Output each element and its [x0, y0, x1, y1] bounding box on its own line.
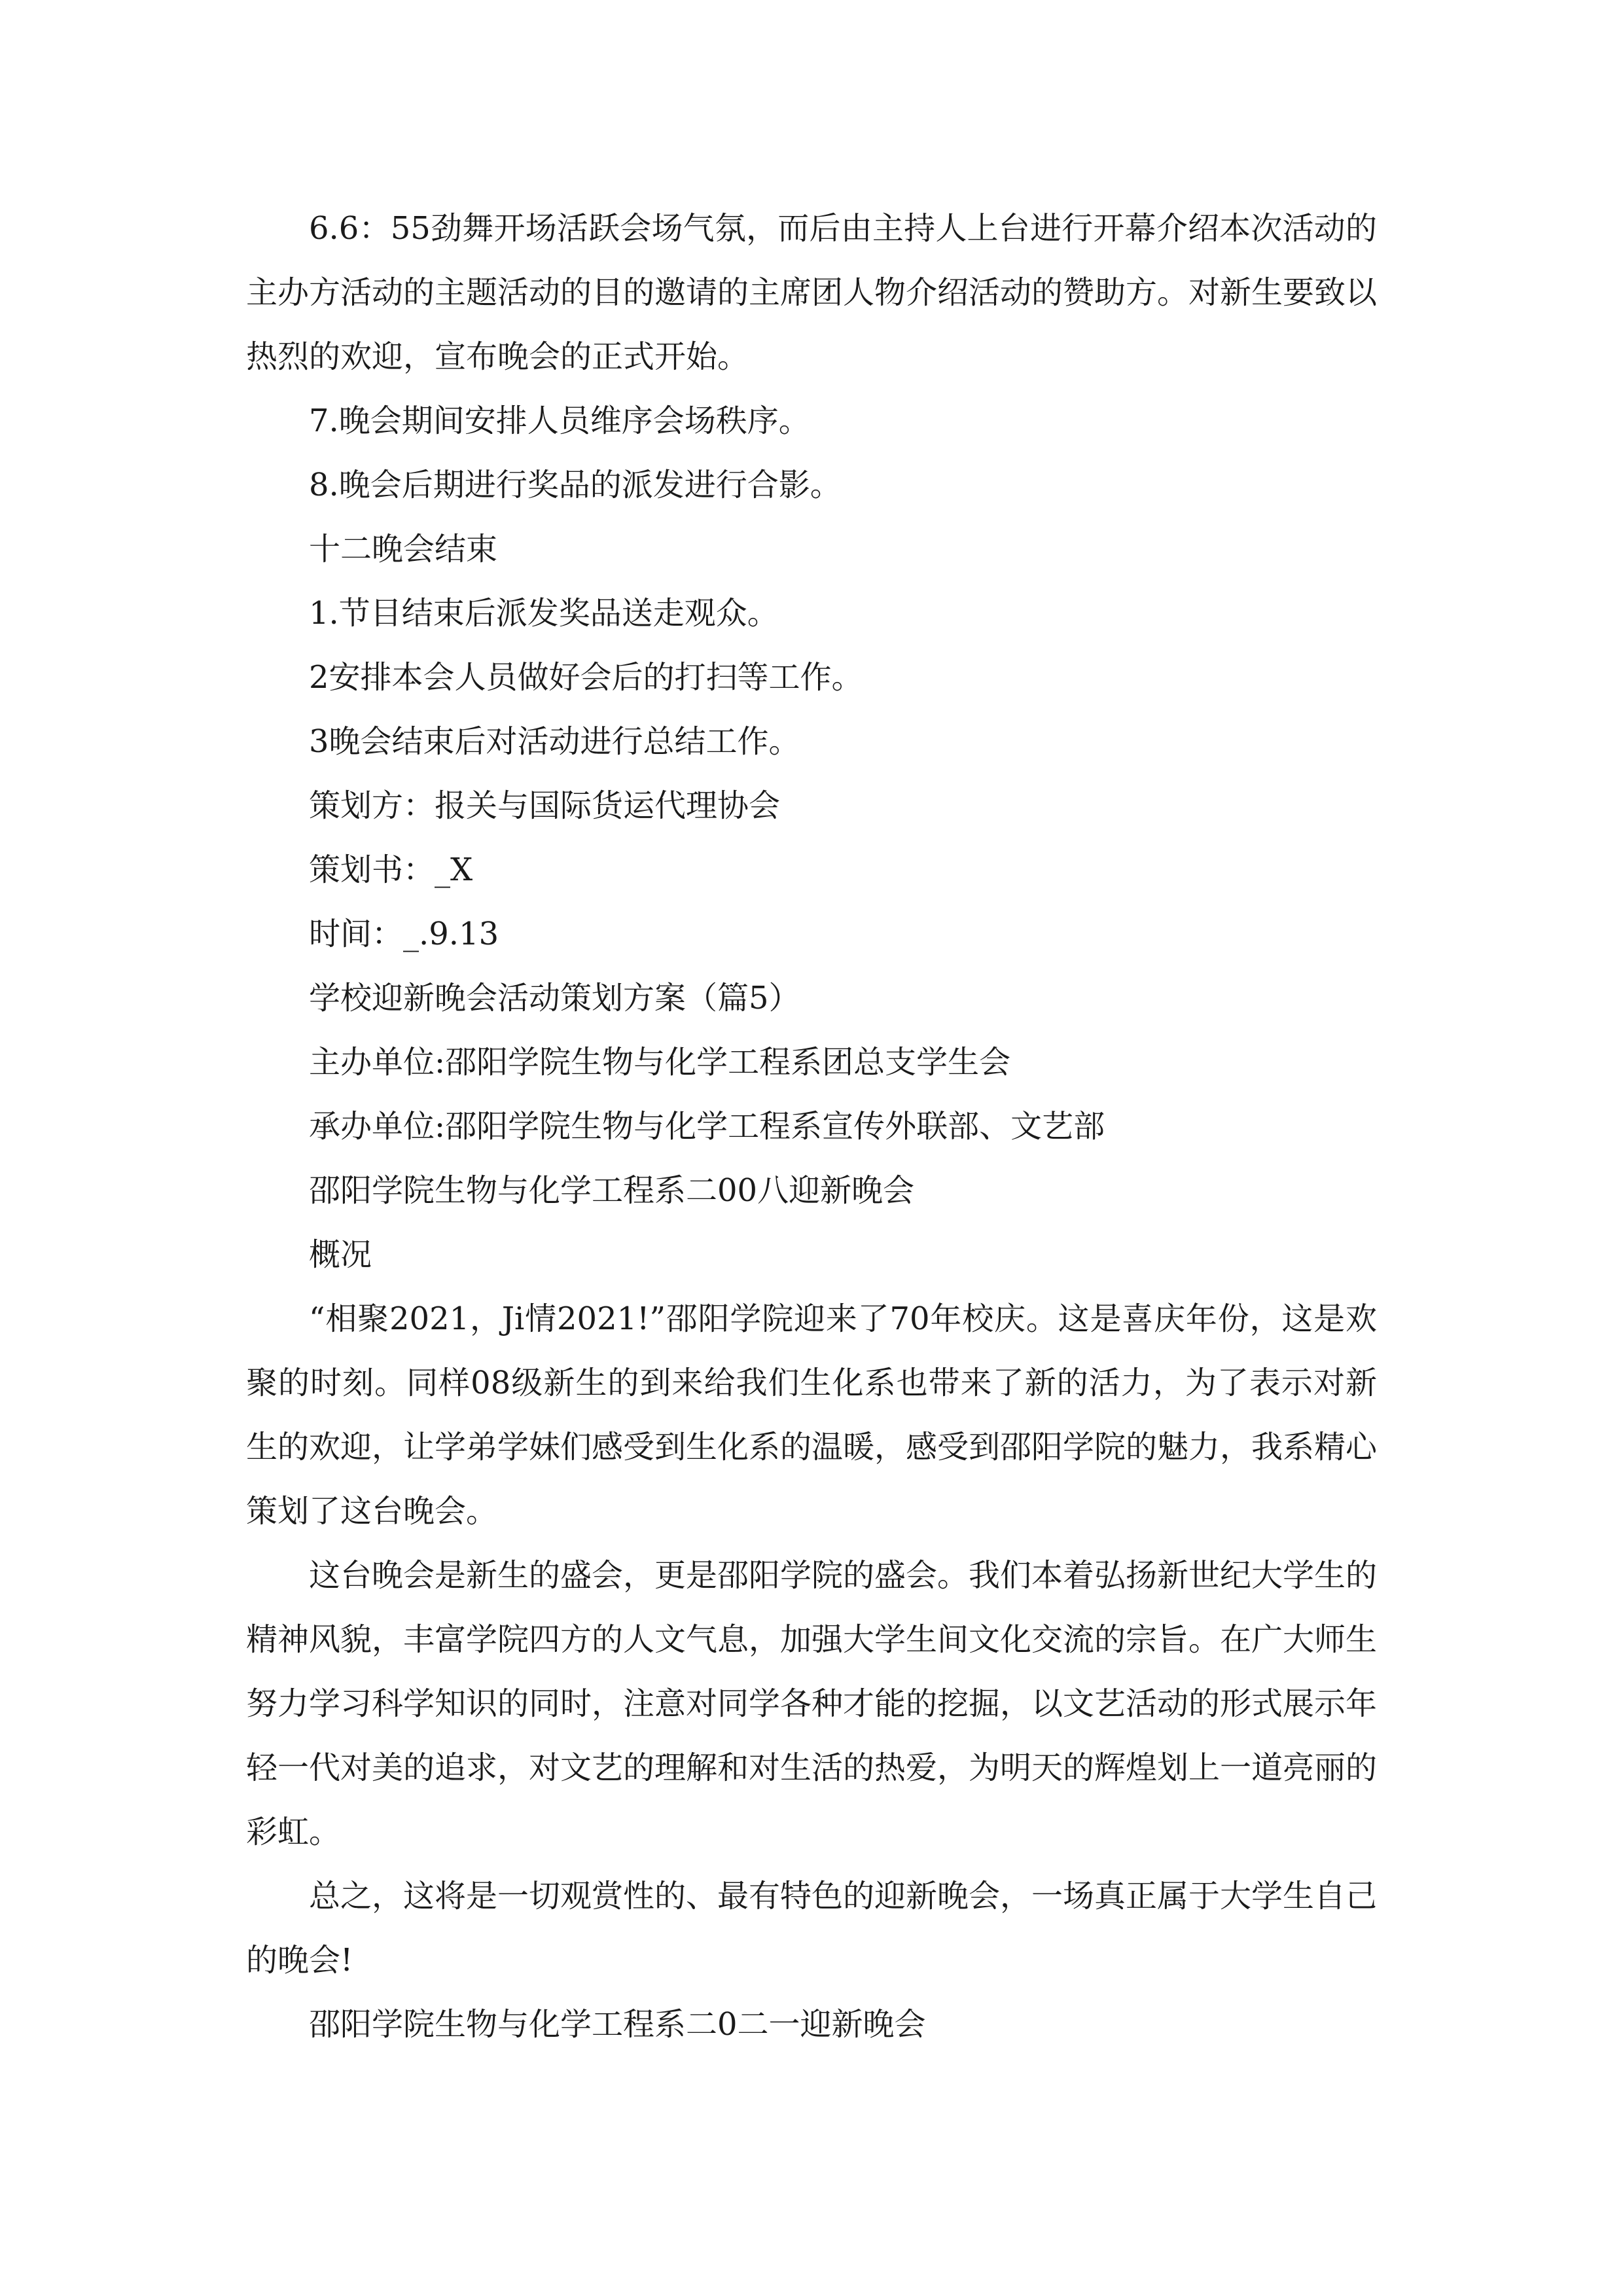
paragraph-order-maintenance: 7.晚会期间安排人员维序会场秩序。 [309, 403, 810, 439]
paragraph-conclusion: 总之，这将是一切观赏性的、最有特色的迎新晚会，一场真正属于大学生自己的晚会! [246, 1878, 1378, 1979]
gala-name-2008: 邵阳学院生物与化学工程系二00八迎新晚会 [309, 1172, 915, 1209]
overview-heading: 概况 [309, 1236, 372, 1273]
document-body [246, 196, 1377, 2056]
section-title-plan-5: 学校迎新晚会活动策划方案（篇5） [309, 980, 800, 1016]
paragraph-cleanup: 2安排本会人员做好会后的打扫等工作。 [309, 659, 863, 696]
paragraph-gala-purpose: 这台晚会是新生的盛会，更是邵阳学院的盛会。我们本着弘扬新世纪大学生的精神风貌，丰富学院四方的人文气息，加强大学生间文化交流的宗旨。在广大师生努力学习科学知识的同时，注意对同学各种才能的挖掘，以文艺活动的形式展示年轻一代对美的追求，对文艺的理解和对生活的热爱，为明天的辉煌划上一道亮丽的彩虹。 [246, 1557, 1378, 1850]
paragraph-opening-program: 6.6：55劲舞开场活跃会场气氛，而后由主持人上台进行开幕介绍本次活动的主办方活动的主题活动的目的邀请的主席团人物介绍活动的赞助方。对新生要致以热烈的欢迎，宣布晚会的正式开始。 [246, 210, 1378, 375]
organizer-line: 承办单位:邵阳学院生物与化学工程系宣传外联部、文艺部 [309, 1108, 1105, 1145]
date-line: 时间：_.9.13 [309, 916, 499, 952]
planner-line: 策划方：报关与国际货运代理协会 [309, 787, 781, 824]
plan-author-line: 策划书：_X [309, 852, 473, 888]
paragraph-send-off-audience: 1.节目结束后派发奖品送走观众。 [309, 595, 779, 632]
paragraph-prize-photo: 8.晚会后期进行奖品的派发进行合影。 [309, 467, 842, 503]
host-organization-line: 主办单位:邵阳学院生物与化学工程系团总支学生会 [309, 1044, 1011, 1081]
gala-name-2021: 邵阳学院生物与化学工程系二0二一迎新晚会 [309, 2006, 926, 2043]
paragraph-overview-intro: “相聚2021，Ji情2021!”邵阳学院迎来了70年校庆。这是喜庆年份，这是欢聚的时刻。同样08级新生的到来给我们生化系也带来了新的活力，为了表示对新生的欢迎，让学弟学妹们感受到生化系的温暖，感受到邵阳学院的魅力，我系精心策划了这台晚会。 [246, 1300, 1378, 1530]
paragraph-summary-work: 3晚会结束后对活动进行总结工作。 [309, 723, 800, 760]
section-heading-gala-end: 十二晚会结束 [309, 531, 498, 567]
